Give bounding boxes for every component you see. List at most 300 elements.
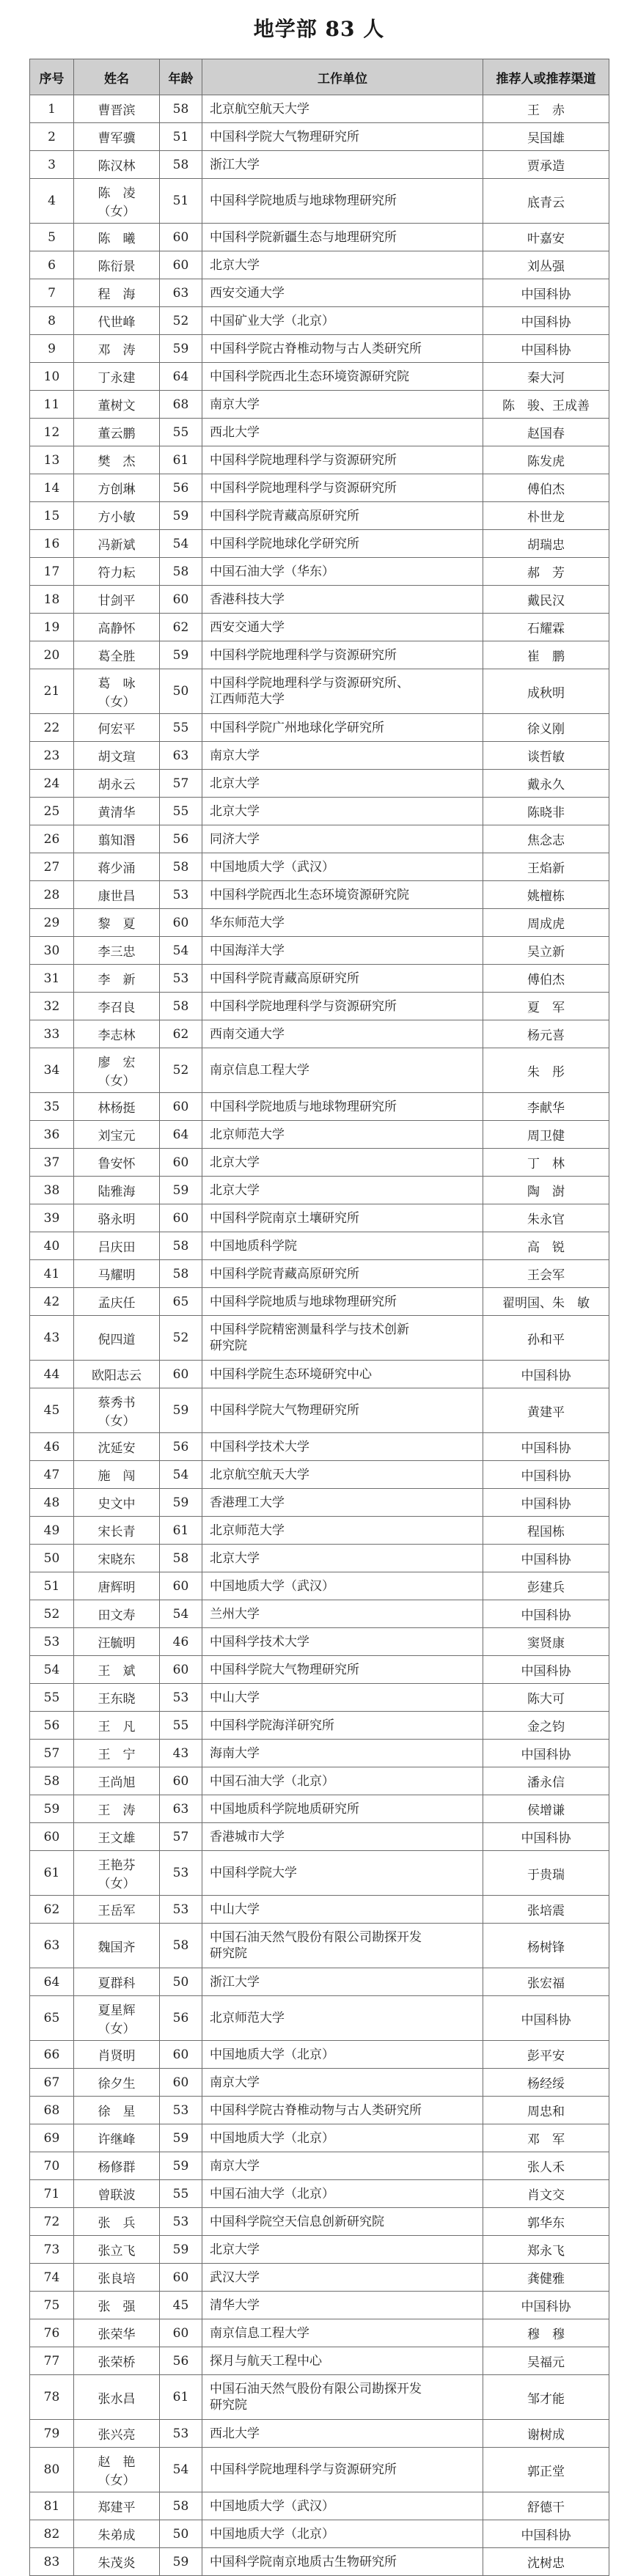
row-number: 14 <box>30 474 74 502</box>
row-recommender: 李献华 <box>483 1093 609 1121</box>
row-age: 46 <box>160 1628 202 1656</box>
row-name: 胡文瑄 <box>74 742 160 770</box>
row-recommender: 中国科协 <box>483 307 609 335</box>
row-unit: 香港理工大学 <box>202 1489 483 1517</box>
table-row <box>30 2236 609 2264</box>
row-unit: 中国地质大学（北京） <box>202 2520 483 2548</box>
row-age: 51 <box>160 123 202 151</box>
row-age: 52 <box>160 1316 202 1361</box>
row-name: 许继峰 <box>74 2124 160 2152</box>
row-unit: 华东师范大学 <box>202 909 483 937</box>
row-name: 赵 艳 （女） <box>74 2448 160 2492</box>
row-name: 王 涛 <box>74 1795 160 1823</box>
table-row <box>30 1093 609 1121</box>
row-age: 60 <box>160 1767 202 1795</box>
row-unit: 中国科学院青藏高原研究所 <box>202 1260 483 1288</box>
row-recommender: 朴世龙 <box>483 502 609 530</box>
row-name: 朱茂炎 <box>74 2548 160 2576</box>
table-row <box>30 1968 609 1996</box>
row-number: 21 <box>30 669 74 714</box>
row-number: 9 <box>30 335 74 363</box>
row-unit: 中国科学院空天信息创新研究院 <box>202 2208 483 2236</box>
row-unit: 同济大学 <box>202 825 483 853</box>
table-row <box>30 224 609 251</box>
row-unit: 中国科学院古脊椎动物与古人类研究所 <box>202 2097 483 2124</box>
row-recommender: 彭建兵 <box>483 1572 609 1600</box>
table-row <box>30 669 609 714</box>
row-name: 陈 凌 （女） <box>74 179 160 224</box>
row-recommender: 杨树锋 <box>483 1924 609 1968</box>
row-number: 46 <box>30 1433 74 1461</box>
table-row <box>30 1896 609 1924</box>
row-name: 王岳军 <box>74 1896 160 1924</box>
table-row <box>30 1545 609 1572</box>
row-number: 68 <box>30 2097 74 2124</box>
row-recommender: 焦念志 <box>483 825 609 853</box>
row-name: 张荣华 <box>74 2319 160 2347</box>
row-recommender: 中国科协 <box>483 1489 609 1517</box>
row-recommender: 中国科协 <box>483 1545 609 1572</box>
row-age: 60 <box>160 1361 202 1388</box>
row-recommender: 杨元喜 <box>483 1020 609 1048</box>
row-age: 54 <box>160 530 202 558</box>
table-row <box>30 2097 609 2124</box>
row-age: 56 <box>160 2347 202 2375</box>
row-recommender: 中国科协 <box>483 1461 609 1489</box>
table-row <box>30 881 609 909</box>
row-age: 63 <box>160 1795 202 1823</box>
row-unit: 南京大学 <box>202 742 483 770</box>
row-recommender: 陶 澍 <box>483 1177 609 1204</box>
row-name: 欧阳志云 <box>74 1361 160 1388</box>
row-age: 60 <box>160 224 202 251</box>
row-name: 张水昌 <box>74 2375 160 2420</box>
row-age: 58 <box>160 1260 202 1288</box>
row-number: 82 <box>30 2520 74 2548</box>
table-row <box>30 853 609 881</box>
row-number: 26 <box>30 825 74 853</box>
row-name: 张立飞 <box>74 2236 160 2264</box>
row-name: 夏群科 <box>74 1968 160 1996</box>
row-recommender: 中国科协 <box>483 1600 609 1628</box>
table-row <box>30 825 609 853</box>
row-name: 葛全胜 <box>74 641 160 669</box>
row-name: 倪四道 <box>74 1316 160 1361</box>
row-name: 邓 涛 <box>74 335 160 363</box>
row-unit: 西南交通大学 <box>202 1020 483 1048</box>
row-number: 53 <box>30 1628 74 1656</box>
table-row <box>30 2041 609 2069</box>
row-age: 54 <box>160 1600 202 1628</box>
row-number: 60 <box>30 1823 74 1851</box>
row-unit: 中国科学院精密测量科学与技术创新 研究院 <box>202 1316 483 1361</box>
row-recommender: 郭华东 <box>483 2208 609 2236</box>
row-recommender: 翟明国、朱 敏 <box>483 1288 609 1316</box>
row-unit: 中国科学院地理科学与资源研究所 <box>202 474 483 502</box>
row-number: 73 <box>30 2236 74 2264</box>
table-row <box>30 2347 609 2375</box>
row-name: 胡永云 <box>74 770 160 798</box>
row-unit: 北京大学 <box>202 251 483 279</box>
row-recommender: 高 锐 <box>483 1232 609 1260</box>
member-table <box>29 59 609 2576</box>
row-recommender: 谈哲敏 <box>483 742 609 770</box>
row-unit: 中国科学院地理科学与资源研究所 <box>202 641 483 669</box>
table-row <box>30 251 609 279</box>
row-number: 13 <box>30 446 74 474</box>
row-age: 60 <box>160 1572 202 1600</box>
row-recommender: 吴立新 <box>483 937 609 965</box>
row-unit: 中国科学院地球化学研究所 <box>202 530 483 558</box>
row-name: 黎 夏 <box>74 909 160 937</box>
table-row <box>30 502 609 530</box>
row-number: 81 <box>30 2492 74 2520</box>
table-row <box>30 2520 609 2548</box>
row-name: 方小敏 <box>74 502 160 530</box>
row-recommender: 王会军 <box>483 1260 609 1288</box>
row-name: 魏国齐 <box>74 1924 160 1968</box>
row-unit: 中国石油大学（华东） <box>202 558 483 586</box>
row-unit: 中国科学院南京土壤研究所 <box>202 1204 483 1232</box>
row-unit: 中国地质大学（武汉） <box>202 2492 483 2520</box>
row-number: 20 <box>30 641 74 669</box>
row-age: 58 <box>160 853 202 881</box>
table-row <box>30 1149 609 1177</box>
row-unit: 中国地质大学（武汉） <box>202 853 483 881</box>
table-row <box>30 2375 609 2420</box>
row-name: 廖 宏 （女） <box>74 1048 160 1093</box>
row-unit: 中国科学技术大学 <box>202 1433 483 1461</box>
row-age: 57 <box>160 1823 202 1851</box>
row-unit: 中国科学院西北生态环境资源研究院 <box>202 881 483 909</box>
row-recommender: 金之钧 <box>483 1712 609 1740</box>
header-name: 姓名 <box>74 59 160 95</box>
row-age: 50 <box>160 669 202 714</box>
row-name: 曾联波 <box>74 2180 160 2208</box>
row-name: 高静怀 <box>74 614 160 641</box>
row-number: 41 <box>30 1260 74 1288</box>
table-row <box>30 2069 609 2097</box>
table-row <box>30 1388 609 1433</box>
row-name: 葛 咏 （女） <box>74 669 160 714</box>
row-recommender: 朱 彤 <box>483 1048 609 1093</box>
row-recommender: 孙和平 <box>483 1316 609 1361</box>
row-name: 丁永建 <box>74 363 160 391</box>
table-row <box>30 2180 609 2208</box>
row-age: 59 <box>160 1388 202 1433</box>
table-row <box>30 2264 609 2292</box>
row-recommender: 窦贤康 <box>483 1628 609 1656</box>
row-age: 58 <box>160 151 202 179</box>
row-unit: 中国科学院地质与地球物理研究所 <box>202 179 483 224</box>
row-unit: 中国科学院古脊椎动物与古人类研究所 <box>202 335 483 363</box>
row-unit: 中国科学院地理科学与资源研究所 <box>202 446 483 474</box>
row-name: 方创琳 <box>74 474 160 502</box>
row-unit: 中国科学院地理科学与资源研究所、 江西师范大学 <box>202 669 483 714</box>
row-recommender: 程国栋 <box>483 1517 609 1545</box>
row-unit: 北京师范大学 <box>202 1517 483 1545</box>
row-age: 56 <box>160 825 202 853</box>
row-unit: 中国科学院地理科学与资源研究所 <box>202 993 483 1020</box>
row-name: 宋长青 <box>74 1517 160 1545</box>
row-unit: 北京师范大学 <box>202 1996 483 2041</box>
row-name: 施 闯 <box>74 1461 160 1489</box>
row-name: 李召良 <box>74 993 160 1020</box>
row-age: 60 <box>160 2319 202 2347</box>
row-age: 53 <box>160 2208 202 2236</box>
row-number: 64 <box>30 1968 74 1996</box>
row-age: 58 <box>160 993 202 1020</box>
row-number: 34 <box>30 1048 74 1093</box>
table-row <box>30 1177 609 1204</box>
row-unit: 中国石油大学（北京） <box>202 2180 483 2208</box>
row-recommender: 郝 芳 <box>483 558 609 586</box>
table-row <box>30 419 609 446</box>
row-recommender: 黄建平 <box>483 1388 609 1433</box>
row-name: 黄清华 <box>74 798 160 825</box>
row-unit: 中国科学院大气物理研究所 <box>202 1388 483 1433</box>
row-age: 55 <box>160 798 202 825</box>
row-number: 52 <box>30 1600 74 1628</box>
row-age: 63 <box>160 279 202 307</box>
row-age: 58 <box>160 1232 202 1260</box>
row-age: 58 <box>160 558 202 586</box>
row-unit: 北京大学 <box>202 1149 483 1177</box>
row-number: 69 <box>30 2124 74 2152</box>
row-unit: 中国科学院南京地质古生物研究所 <box>202 2548 483 2576</box>
row-age: 53 <box>160 1851 202 1896</box>
row-number: 51 <box>30 1572 74 1600</box>
row-age: 56 <box>160 474 202 502</box>
row-unit: 西北大学 <box>202 2420 483 2448</box>
row-number: 45 <box>30 1388 74 1433</box>
row-unit: 香港城市大学 <box>202 1823 483 1851</box>
row-unit: 海南大学 <box>202 1740 483 1767</box>
row-name: 李三忠 <box>74 937 160 965</box>
row-number: 17 <box>30 558 74 586</box>
row-number: 72 <box>30 2208 74 2236</box>
header-no: 序号 <box>30 59 74 95</box>
row-age: 53 <box>160 1684 202 1712</box>
row-recommender: 底青云 <box>483 179 609 224</box>
row-age: 54 <box>160 937 202 965</box>
row-unit: 中山大学 <box>202 1684 483 1712</box>
table-row <box>30 335 609 363</box>
row-age: 58 <box>160 95 202 123</box>
row-unit: 北京大学 <box>202 1177 483 1204</box>
row-number: 5 <box>30 224 74 251</box>
row-age: 55 <box>160 2180 202 2208</box>
row-unit: 南京大学 <box>202 391 483 419</box>
row-unit: 西安交通大学 <box>202 279 483 307</box>
row-unit: 中国地质科学院 <box>202 1232 483 1260</box>
row-age: 61 <box>160 2375 202 2420</box>
row-number: 33 <box>30 1020 74 1048</box>
row-number: 31 <box>30 965 74 993</box>
row-age: 59 <box>160 2548 202 2576</box>
row-age: 60 <box>160 586 202 614</box>
row-recommender: 崔 鹏 <box>483 641 609 669</box>
row-name: 王文雄 <box>74 1823 160 1851</box>
row-number: 83 <box>30 2548 74 2576</box>
row-number: 22 <box>30 714 74 742</box>
row-unit: 中国科学技术大学 <box>202 1628 483 1656</box>
row-name: 肖贤明 <box>74 2041 160 2069</box>
row-recommender: 中国科协 <box>483 1361 609 1388</box>
row-number: 44 <box>30 1361 74 1388</box>
row-recommender: 戴永久 <box>483 770 609 798</box>
row-number: 4 <box>30 179 74 224</box>
row-unit: 南京信息工程大学 <box>202 1048 483 1093</box>
row-age: 60 <box>160 1093 202 1121</box>
row-name: 杨修群 <box>74 2152 160 2180</box>
table-row <box>30 2124 609 2152</box>
row-age: 65 <box>160 1288 202 1316</box>
row-unit: 西安交通大学 <box>202 614 483 641</box>
row-number: 66 <box>30 2041 74 2069</box>
table-row <box>30 1572 609 1600</box>
row-unit: 浙江大学 <box>202 151 483 179</box>
row-name: 陈汉林 <box>74 151 160 179</box>
table-row <box>30 1996 609 2041</box>
row-name: 徐 星 <box>74 2097 160 2124</box>
row-name: 沈延安 <box>74 1433 160 1461</box>
row-recommender: 刘丛强 <box>483 251 609 279</box>
row-age: 52 <box>160 1048 202 1093</box>
row-recommender: 王 赤 <box>483 95 609 123</box>
row-unit: 中国科学院青藏高原研究所 <box>202 965 483 993</box>
table-row <box>30 714 609 742</box>
row-number: 25 <box>30 798 74 825</box>
row-recommender: 周成虎 <box>483 909 609 937</box>
row-name: 李 新 <box>74 965 160 993</box>
row-unit: 中国科学院生态环境研究中心 <box>202 1361 483 1388</box>
row-age: 61 <box>160 446 202 474</box>
row-unit: 南京大学 <box>202 2152 483 2180</box>
row-number: 36 <box>30 1121 74 1149</box>
row-age: 60 <box>160 909 202 937</box>
row-unit: 北京大学 <box>202 1545 483 1572</box>
row-unit: 武汉大学 <box>202 2264 483 2292</box>
table-row <box>30 770 609 798</box>
row-unit: 南京信息工程大学 <box>202 2319 483 2347</box>
row-age: 58 <box>160 1924 202 1968</box>
row-name: 陈 曦 <box>74 224 160 251</box>
table-row <box>30 2448 609 2492</box>
row-name: 王艳芬 （女） <box>74 1851 160 1896</box>
row-name: 林杨挺 <box>74 1093 160 1121</box>
row-age: 53 <box>160 2420 202 2448</box>
row-number: 40 <box>30 1232 74 1260</box>
row-unit: 中国石油天然气股份有限公司勘探开发 研究院 <box>202 1924 483 1968</box>
table-row <box>30 2319 609 2347</box>
table-row <box>30 1433 609 1461</box>
table-row <box>30 179 609 224</box>
row-name: 张 兵 <box>74 2208 160 2236</box>
row-name: 樊 杰 <box>74 446 160 474</box>
table-row <box>30 307 609 335</box>
row-unit: 中国科学院大气物理研究所 <box>202 123 483 151</box>
row-name: 夏星辉 （女） <box>74 1996 160 2041</box>
row-unit: 浙江大学 <box>202 1968 483 1996</box>
row-recommender: 石耀霖 <box>483 614 609 641</box>
row-recommender: 张人禾 <box>483 2152 609 2180</box>
row-recommender: 陈大可 <box>483 1684 609 1712</box>
header-row <box>30 59 609 95</box>
row-name: 李志林 <box>74 1020 160 1048</box>
row-number: 7 <box>30 279 74 307</box>
row-unit: 中国石油大学（北京） <box>202 1767 483 1795</box>
row-age: 50 <box>160 2520 202 2548</box>
row-unit: 中国科学院地质与地球物理研究所 <box>202 1288 483 1316</box>
row-age: 50 <box>160 1968 202 1996</box>
row-recommender: 胡瑞忠 <box>483 530 609 558</box>
row-recommender: 中国科协 <box>483 1996 609 2041</box>
row-unit: 中国石油天然气股份有限公司勘探开发 研究院 <box>202 2375 483 2420</box>
row-number: 43 <box>30 1316 74 1361</box>
row-number: 2 <box>30 123 74 151</box>
row-number: 70 <box>30 2152 74 2180</box>
row-name: 董云鹏 <box>74 419 160 446</box>
row-number: 56 <box>30 1712 74 1740</box>
row-recommender: 中国科协 <box>483 1740 609 1767</box>
table-row <box>30 798 609 825</box>
row-name: 陆雅海 <box>74 1177 160 1204</box>
table-row <box>30 151 609 179</box>
table-row <box>30 1684 609 1712</box>
row-number: 19 <box>30 614 74 641</box>
row-number: 24 <box>30 770 74 798</box>
row-unit: 探月与航天工程中心 <box>202 2347 483 2375</box>
row-name: 田文寿 <box>74 1600 160 1628</box>
row-unit: 中国科学院青藏高原研究所 <box>202 502 483 530</box>
row-number: 49 <box>30 1517 74 1545</box>
table-row <box>30 1232 609 1260</box>
row-age: 61 <box>160 1517 202 1545</box>
row-number: 63 <box>30 1924 74 1968</box>
row-age: 59 <box>160 335 202 363</box>
table-row <box>30 1795 609 1823</box>
row-unit: 清华大学 <box>202 2292 483 2319</box>
row-name: 王 宁 <box>74 1740 160 1767</box>
row-unit: 中国地质大学（北京） <box>202 2041 483 2069</box>
row-number: 61 <box>30 1851 74 1896</box>
row-name: 张兴亮 <box>74 2420 160 2448</box>
row-recommender: 周忠和 <box>483 2097 609 2124</box>
row-number: 75 <box>30 2292 74 2319</box>
row-unit: 中山大学 <box>202 1896 483 1924</box>
row-name: 郑建平 <box>74 2492 160 2520</box>
row-recommender: 夏 军 <box>483 993 609 1020</box>
table-row <box>30 1628 609 1656</box>
table-row <box>30 2420 609 2448</box>
row-age: 59 <box>160 1489 202 1517</box>
row-age: 64 <box>160 1121 202 1149</box>
row-number: 11 <box>30 391 74 419</box>
table-row <box>30 391 609 419</box>
table-row <box>30 530 609 558</box>
row-age: 45 <box>160 2292 202 2319</box>
row-name: 甘剑平 <box>74 586 160 614</box>
table-row <box>30 742 609 770</box>
row-name: 宋晓东 <box>74 1545 160 1572</box>
table-row <box>30 1740 609 1767</box>
row-recommender: 丁 林 <box>483 1149 609 1177</box>
table-row <box>30 279 609 307</box>
row-recommender: 吴福元 <box>483 2347 609 2375</box>
row-age: 56 <box>160 1996 202 2041</box>
row-name: 王东晓 <box>74 1684 160 1712</box>
